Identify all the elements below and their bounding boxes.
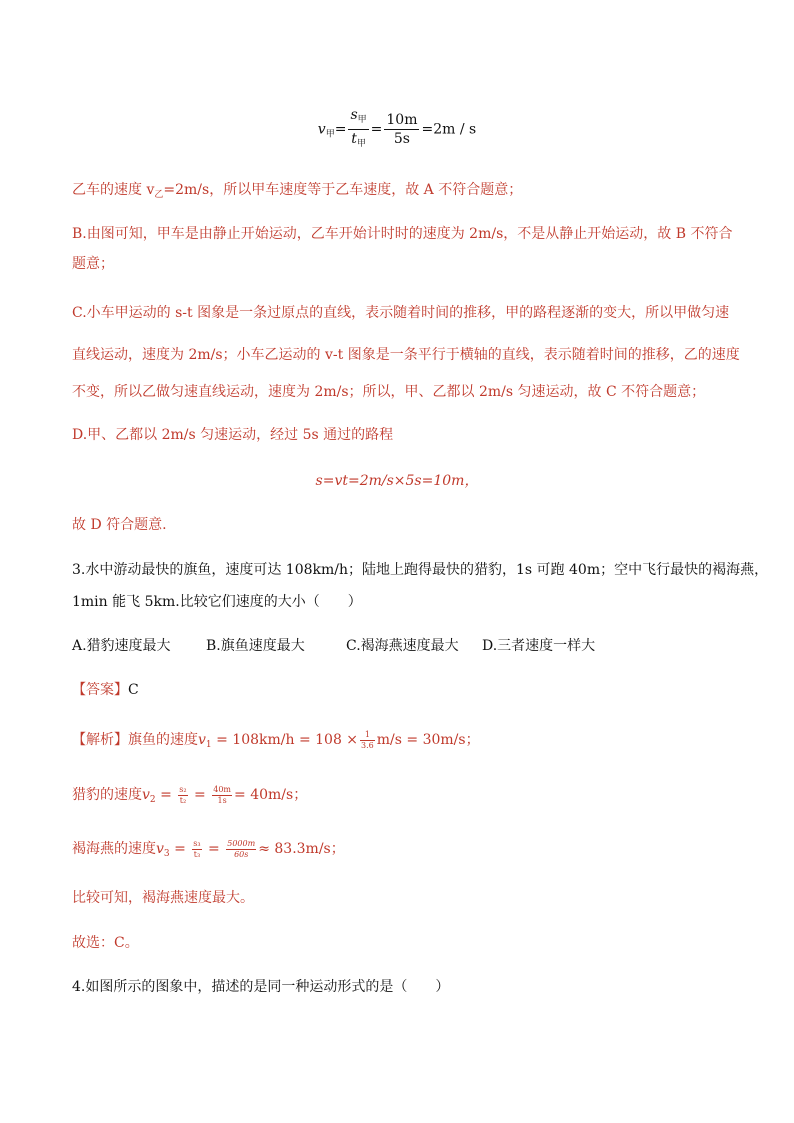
paragraph-d-line2: 故 D 符合题意. [72,517,167,533]
analysis-line3: 褐海燕的速度$v_3$ = $\frac{\text{s₃}}{\text{t₃}}$ = $\frac{5000m}{60s}$ ≈ 83.3m/s； [72,838,345,859]
paragraph-b-line1: B.由图可知，甲车是由静止开始运动，乙车开始计时时的速度为 2m/s，不是从静止开始运动，故 B 不符合 [72,226,733,242]
paragraph-c-line1: C.小车甲运动的 s-t 图象是一条过原点的直线，表示随着时间的推移，甲的路程逐渐的变大，所以甲做匀速 [72,305,730,321]
analysis-select: 故选：C。 [72,935,139,951]
question-3-line2: 1min 能飞 5km.比较它们速度的大小（ ） [72,594,362,610]
paragraph-c-line3: 不变，所以乙做匀速直线运动，速度为 2m/s；所以，甲、乙都以 2m/s 匀速运动，故 C 不符合题意； [72,384,706,400]
analysis-compare: 比较可知，褐海燕速度最大。 [72,890,254,906]
formula-velocity-jia: $v_甲=$ $\frac{s_甲}{t_甲}$ = $\frac{10m}{5s}$ =2m / s [317,107,477,149]
paragraph-b-line2: 题意； [72,256,114,272]
analysis-line2: 猎豹的速度$v_2$ = $\frac{\text{s₂}}{\text{t₂}}$ = $\frac{40m}{1s}$ = 40m/s； [72,784,308,805]
answer-line [72,680,734,700]
question-3-line1: 3.水中游动最快的旗鱼，速度可达 108km/h；陆地上跑得最快的猎豹，1s 可跑 40m；空中飞行最快的褐海燕， [72,562,769,578]
choice-b: B.旗鱼速度最大 [206,638,305,654]
answer-tag: 【答案】 [72,682,128,698]
question-3-choices [72,636,734,656]
paragraph-yi-speed: 乙车的速度 $v_乙=2m/s$，所以甲车速度等于乙车速度，故 A 不符合题意； [72,182,523,200]
answer-value: C [128,682,139,698]
choice-a: A.猎豹速度最大 [72,638,171,654]
analysis-line1: 【解析】旗鱼的速度$v_1 = 108km/h = 108$ × $\frac{1}{3.6}$ m/s = 30m/s； [72,729,480,750]
paragraph-c-line2: 直线运动，速度为 2m/s；小车乙运动的 v-t 图象是一条平行于横轴的直线，表示随着时间的推移，乙的速度 [72,347,740,363]
choice-d: D.三者速度一样大 [482,638,596,654]
formula-distance: s=vt=2m/s×5s=10m， [315,473,479,489]
choice-c: C.褐海燕速度最大 [346,638,459,654]
paragraph-d-line1: D.甲、乙都以 2m/s 匀速运动，经过 5s 通过的路程 [72,427,394,443]
question-4: 4.如图所示的图象中，描述的是同一种运动形式的是（ ） [72,979,450,995]
